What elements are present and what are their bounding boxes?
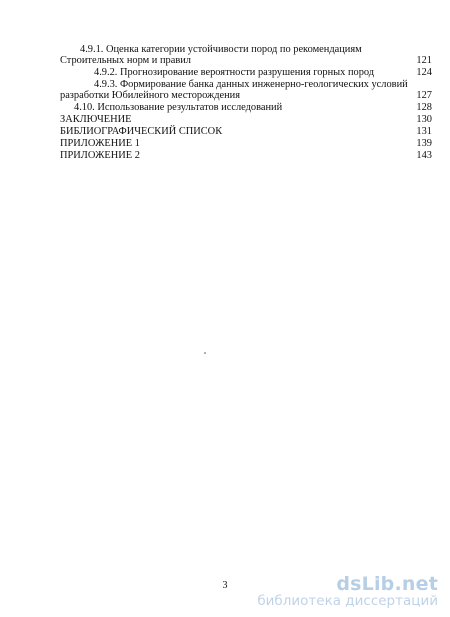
toc-entry-page: 127 — [416, 90, 432, 101]
toc-entry — [60, 114, 432, 126]
toc-entry-title: ПРИЛОЖЕНИЕ 2 — [60, 150, 140, 161]
toc-entry — [60, 102, 432, 114]
toc-entry-title: 4.10. Использование результатов исследований — [74, 102, 283, 113]
toc-entry-title: ПРИЛОЖЕНИЕ 1 — [60, 138, 140, 149]
toc-entry — [60, 55, 432, 67]
toc-entry-page: 124 — [416, 67, 432, 78]
toc-entry-page: 128 — [416, 102, 432, 113]
toc-entry-page: 130 — [416, 114, 432, 125]
toc-entry-page: 131 — [416, 126, 432, 137]
watermark-subtitle: библиотека диссертаций — [257, 593, 438, 609]
toc-entry — [60, 90, 432, 102]
toc-entry — [60, 126, 432, 138]
toc-entry-title: 4.9.3. Формирование банка данных инженерно-геологических условий — [94, 79, 408, 90]
toc-entry-title: Строительных норм и правил — [60, 55, 191, 66]
watermark — [257, 573, 438, 609]
toc-entry-title: разработки Юбилейного месторождения — [60, 90, 241, 101]
page-number: 3 — [222, 580, 228, 591]
toc-entry-title: 4.9.1. Оценка категории устойчивости пород по рекомендациям — [80, 44, 362, 55]
watermark-logo: dsLib.net — [336, 573, 438, 595]
toc-entry — [60, 150, 432, 162]
toc-entry — [60, 67, 432, 79]
toc-entry-title: БИБЛИОГРАФИЧЕСКИЙ СПИСОК — [60, 126, 223, 137]
toc-entry-title: 4.9.2. Прогнозирование вероятности разрушения горных пород — [94, 67, 375, 78]
toc-entry-page: 143 — [416, 150, 432, 161]
toc-entry-page: 139 — [416, 138, 432, 149]
toc-entry-page: 121 — [416, 55, 432, 66]
scan-speck — [204, 352, 206, 354]
toc-entry-title: ЗАКЛЮЧЕНИЕ — [60, 114, 132, 125]
toc-entry — [60, 138, 432, 150]
